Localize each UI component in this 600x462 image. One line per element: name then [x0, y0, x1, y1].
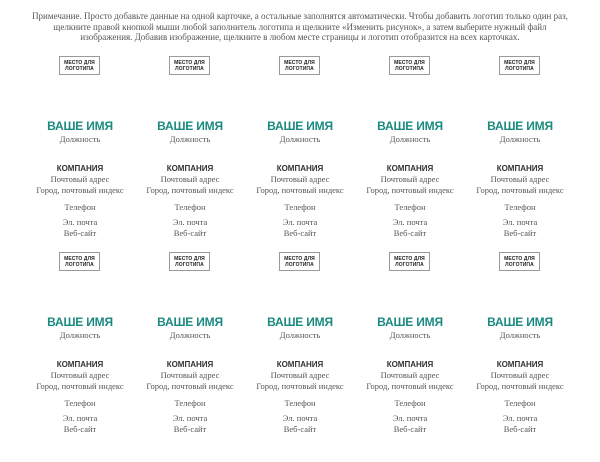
card-row-1 [25, 52, 575, 248]
card-phone[interactable]: Телефон [504, 398, 536, 408]
logo-placeholder-line2: ЛОГОТИПА [65, 66, 94, 72]
business-card[interactable] [465, 52, 575, 248]
card-phone[interactable]: Телефон [284, 398, 316, 408]
card-address[interactable]: Почтовый адрес [490, 370, 550, 380]
card-website[interactable]: Веб-сайт [283, 228, 317, 238]
logo-placeholder[interactable] [59, 56, 100, 75]
card-website[interactable]: Веб-сайт [393, 424, 427, 434]
logo-placeholder-line1: МЕСТО ДЛЯ [284, 256, 315, 262]
business-card[interactable] [245, 248, 355, 444]
card-city[interactable]: Город, почтовый индекс [366, 381, 454, 391]
card-address[interactable]: Почтовый адрес [270, 370, 330, 380]
card-company[interactable]: КОМПАНИЯ [496, 164, 544, 173]
card-address[interactable]: Почтовый адрес [380, 370, 440, 380]
card-title[interactable]: Должность [59, 134, 101, 144]
business-card[interactable] [135, 52, 245, 248]
card-title[interactable]: Должность [389, 134, 431, 144]
card-website[interactable]: Веб-сайт [503, 424, 537, 434]
logo-placeholder-line2: ЛОГОТИПА [395, 262, 424, 268]
logo-placeholder-line2: ЛОГОТИПА [395, 66, 424, 72]
card-website[interactable]: Веб-сайт [173, 228, 207, 238]
card-website[interactable]: Веб-сайт [393, 228, 427, 238]
card-name[interactable]: ВАШЕ ИМЯ [157, 315, 223, 329]
card-company[interactable]: КОМПАНИЯ [56, 164, 104, 173]
logo-placeholder-line1: МЕСТО ДЛЯ [504, 60, 535, 66]
card-phone[interactable]: Телефон [174, 202, 206, 212]
logo-placeholder-line1: МЕСТО ДЛЯ [284, 60, 315, 66]
card-title[interactable]: Должность [499, 134, 541, 144]
card-email[interactable]: Эл. почта [282, 217, 318, 227]
logo-placeholder-line1: МЕСТО ДЛЯ [504, 256, 535, 262]
card-website[interactable]: Веб-сайт [173, 424, 207, 434]
card-email[interactable]: Эл. почта [392, 413, 428, 423]
card-title[interactable]: Должность [279, 330, 321, 340]
card-company[interactable]: КОМПАНИЯ [496, 360, 544, 369]
logo-placeholder-line1: МЕСТО ДЛЯ [64, 60, 95, 66]
card-company[interactable]: КОМПАНИЯ [276, 360, 324, 369]
business-card[interactable] [25, 248, 135, 444]
logo-placeholder[interactable] [59, 252, 100, 271]
card-name[interactable]: ВАШЕ ИМЯ [487, 315, 553, 329]
card-title[interactable]: Должность [169, 134, 211, 144]
card-email[interactable]: Эл. почта [392, 217, 428, 227]
card-company[interactable]: КОМПАНИЯ [56, 360, 104, 369]
logo-placeholder-line2: ЛОГОТИПА [175, 262, 204, 268]
card-city[interactable]: Город, почтовый индекс [366, 185, 454, 195]
card-email[interactable]: Эл. почта [502, 217, 538, 227]
card-address[interactable]: Почтовый адрес [270, 174, 330, 184]
logo-placeholder-line2: ЛОГОТИПА [505, 262, 534, 268]
card-address[interactable]: Почтовый адрес [380, 174, 440, 184]
card-website[interactable]: Веб-сайт [283, 424, 317, 434]
card-company[interactable]: КОМПАНИЯ [386, 360, 434, 369]
card-company[interactable]: КОМПАНИЯ [386, 164, 434, 173]
logo-placeholder-line1: МЕСТО ДЛЯ [394, 256, 425, 262]
card-city[interactable]: Город, почтовый индекс [256, 381, 344, 391]
logo-placeholder-line2: ЛОГОТИПА [285, 262, 314, 268]
card-name[interactable]: ВАШЕ ИМЯ [157, 119, 223, 133]
business-card[interactable] [355, 248, 465, 444]
card-name[interactable]: ВАШЕ ИМЯ [487, 119, 553, 133]
card-address[interactable]: Почтовый адрес [160, 174, 220, 184]
logo-placeholder[interactable] [279, 252, 320, 271]
logo-placeholder[interactable] [169, 252, 210, 271]
logo-placeholder[interactable] [169, 56, 210, 75]
card-city[interactable]: Город, почтовый индекс [36, 185, 124, 195]
card-row-2 [25, 248, 575, 444]
card-phone[interactable]: Телефон [64, 202, 96, 212]
business-card[interactable] [355, 52, 465, 248]
business-card[interactable] [245, 52, 355, 248]
card-phone[interactable]: Телефон [394, 398, 426, 408]
logo-placeholder[interactable] [389, 56, 430, 75]
business-card[interactable] [25, 52, 135, 248]
business-card[interactable] [465, 248, 575, 444]
card-phone[interactable]: Телефон [284, 202, 316, 212]
card-company[interactable]: КОМПАНИЯ [166, 164, 214, 173]
card-title[interactable]: Должность [59, 330, 101, 340]
card-website[interactable]: Веб-сайт [503, 228, 537, 238]
logo-placeholder-line2: ЛОГОТИПА [175, 66, 204, 72]
card-email[interactable]: Эл. почта [62, 217, 98, 227]
card-email[interactable]: Эл. почта [62, 413, 98, 423]
logo-placeholder[interactable] [279, 56, 320, 75]
card-title[interactable]: Должность [389, 330, 431, 340]
card-name[interactable]: ВАШЕ ИМЯ [377, 315, 443, 329]
card-city[interactable]: Город, почтовый индекс [476, 381, 564, 391]
card-email[interactable]: Эл. почта [502, 413, 538, 423]
card-website[interactable]: Веб-сайт [63, 228, 97, 238]
card-title[interactable]: Должность [499, 330, 541, 340]
card-title[interactable]: Должность [279, 134, 321, 144]
card-email[interactable]: Эл. почта [282, 413, 318, 423]
card-title[interactable]: Должность [169, 330, 211, 340]
business-card-grid [25, 52, 575, 444]
card-address[interactable]: Почтовый адрес [50, 370, 110, 380]
logo-placeholder-line2: ЛОГОТИПА [65, 262, 94, 268]
card-city[interactable]: Город, почтовый индекс [146, 185, 234, 195]
logo-placeholder[interactable] [499, 56, 540, 75]
card-address[interactable]: Почтовый адрес [50, 174, 110, 184]
logo-placeholder-line1: МЕСТО ДЛЯ [64, 256, 95, 262]
business-card[interactable] [135, 248, 245, 444]
card-address[interactable]: Почтовый адрес [160, 370, 220, 380]
instruction-note: Примечание. Просто добавьте данные на одной карточке, а остальные заполнятся автоматически. Чтобы добавить логотип только один раз, щелкните правой кнопкой мыши любой заполнитель логотипа и щелкните «Изменить рисунок», а затем выберите нужный файл изображения. Добавив изображение, щелкните в любом месте страницы и логотип отобразится на всех карточках. [32, 11, 568, 42]
logo-placeholder-line2: ЛОГОТИПА [505, 66, 534, 72]
logo-placeholder-line1: МЕСТО ДЛЯ [174, 256, 205, 262]
logo-placeholder-line1: МЕСТО ДЛЯ [394, 60, 425, 66]
card-phone[interactable]: Телефон [504, 202, 536, 212]
card-phone[interactable]: Телефон [64, 398, 96, 408]
card-phone[interactable]: Телефон [174, 398, 206, 408]
card-name[interactable]: ВАШЕ ИМЯ [47, 119, 113, 133]
card-company[interactable]: КОМПАНИЯ [166, 360, 214, 369]
card-company[interactable]: КОМПАНИЯ [276, 164, 324, 173]
card-email[interactable]: Эл. почта [172, 413, 208, 423]
logo-placeholder-line2: ЛОГОТИПА [285, 66, 314, 72]
card-name[interactable]: ВАШЕ ИМЯ [377, 119, 443, 133]
card-address[interactable]: Почтовый адрес [490, 174, 550, 184]
card-city[interactable]: Город, почтовый индекс [476, 185, 564, 195]
card-email[interactable]: Эл. почта [172, 217, 208, 227]
card-phone[interactable]: Телефон [394, 202, 426, 212]
logo-placeholder-line1: МЕСТО ДЛЯ [174, 60, 205, 66]
card-city[interactable]: Город, почтовый индекс [256, 185, 344, 195]
card-city[interactable]: Город, почтовый индекс [146, 381, 234, 391]
card-city[interactable]: Город, почтовый индекс [36, 381, 124, 391]
logo-placeholder[interactable] [499, 252, 540, 271]
logo-placeholder[interactable] [389, 252, 430, 271]
card-website[interactable]: Веб-сайт [63, 424, 97, 434]
card-name[interactable]: ВАШЕ ИМЯ [47, 315, 113, 329]
card-name[interactable]: ВАШЕ ИМЯ [267, 315, 333, 329]
card-name[interactable]: ВАШЕ ИМЯ [267, 119, 333, 133]
